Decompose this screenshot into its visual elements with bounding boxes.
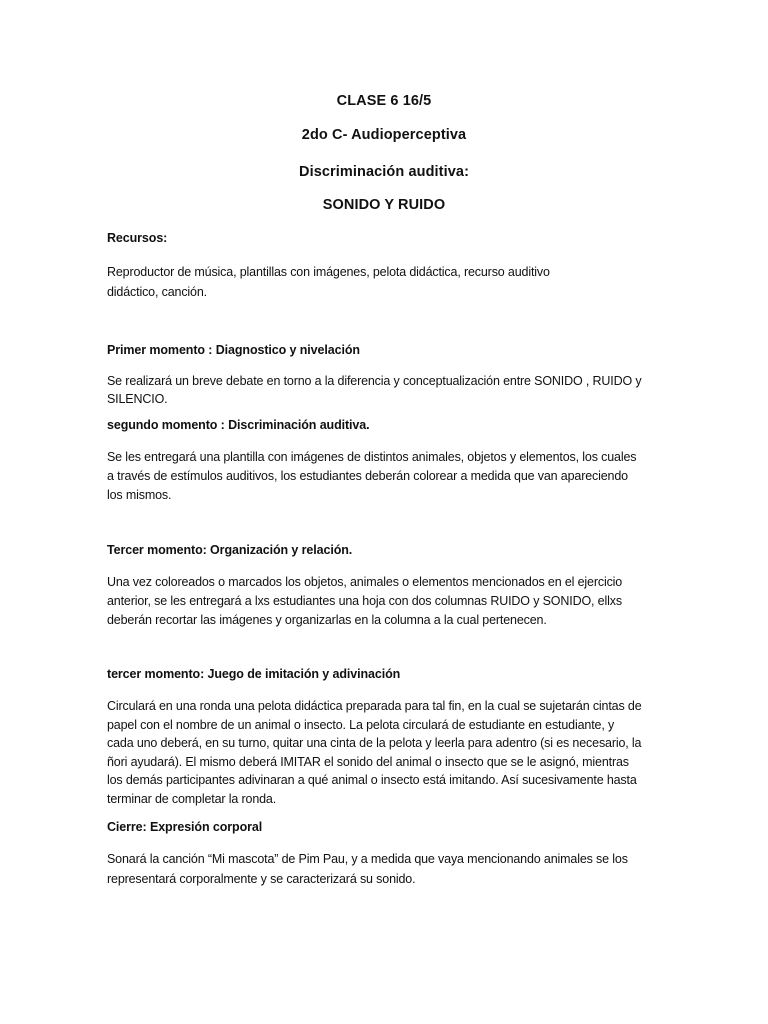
primer-momento-heading: Primer momento : Diagnostico y nivelación (107, 343, 360, 357)
paragraph-line: a través de estímulos auditivos, los estudiantes deberán colorear a medida que van apareciendo (107, 469, 628, 483)
paragraph-line: Circulará en una ronda una pelota didáctica preparada para tal fin, en la cual se sujetarán cintas de (107, 699, 642, 713)
paragraph-line: representará corporalmente y se caracterizará su sonido. (107, 872, 416, 886)
paragraph-line: ñori ayudará). El mismo deberá IMITAR el sonido del animal o insecto que se le asignó, mientras (107, 754, 629, 769)
recursos-paragraph (107, 262, 663, 302)
tercer-momento-paragraph (107, 573, 663, 630)
cierre-paragraph (107, 849, 663, 889)
recursos-heading: Recursos: (107, 231, 168, 245)
paragraph-line: cada uno deberá, en su turno, quitar una cinta de la pelota y leerla para adentro (si es necesario, la (107, 736, 642, 751)
paragraph-line: los demás participantes adivinaran a qué animal o insecto está imitando. Así sucesivamente hasta (107, 773, 637, 788)
paragraph-line: SILENCIO. (107, 392, 168, 406)
segundo-momento-paragraph (107, 448, 663, 505)
tercer-momento-heading: Tercer momento: Organización y relación. (107, 543, 353, 557)
cierre-heading: Cierre: Expresión corporal (107, 820, 263, 834)
paragraph-line: deberán recortar las imágenes y organizarlas en la columna a la cual pertenecen. (107, 613, 547, 627)
primer-momento-paragraph (107, 372, 663, 408)
subtopic-title: SONIDO Y RUIDO (322, 197, 446, 213)
paragraph-line: Se realizará un breve debate en torno a la diferencia y conceptualización entre SONIDO , RUIDO y (107, 374, 642, 388)
paragraph-line: anterior, se les entregará a lxs estudiantes una hoja con dos columnas RUIDO y SONIDO, ellxs (107, 594, 622, 608)
paragraph-line: Una vez coloreados o marcados los objetos, animales o elementos mencionados en el ejercicio (107, 575, 623, 589)
paragraph-line: papel con el nombre de un animal o insecto. La pelota circulará de estudiante en estudiante, y (107, 717, 615, 732)
paragraph-line: los mismos. (107, 488, 172, 502)
class-number-title: CLASE 6 16/5 (336, 93, 432, 109)
topic-title: Discriminación auditiva: (299, 164, 469, 180)
paragraph-line: Se les entregará una plantilla con imágenes de distintos animales, objetos y elementos, los cuales (107, 450, 637, 464)
juego-momento-paragraph (107, 697, 663, 809)
paragraph-line: Sonará la canción “Mi mascota” de Pim Pau, y a medida que vaya mencionando animales se los (107, 852, 628, 866)
paragraph-line: Reproductor de música, plantillas con imágenes, pelota didáctica, recurso auditivo (107, 265, 550, 279)
juego-momento-heading: tercer momento: Juego de imitación y adivinación (107, 667, 401, 681)
paragraph-line: terminar de completar la ronda. (107, 791, 277, 806)
paragraph-line: didáctico, canción. (107, 285, 207, 299)
segundo-momento-heading: segundo momento : Discriminación auditiva. (107, 418, 370, 432)
course-title: 2do C- Audioperceptiva (301, 127, 467, 143)
